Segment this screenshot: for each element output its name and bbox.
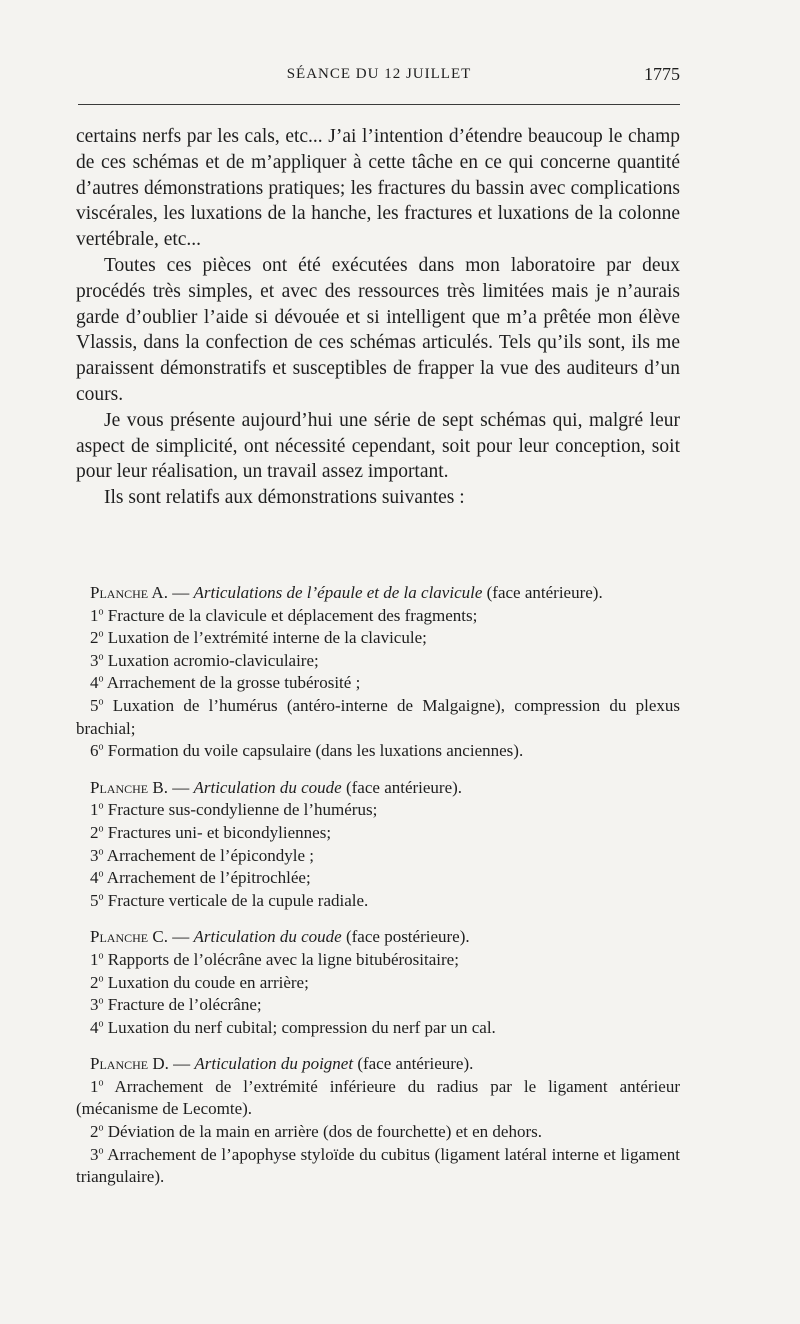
plate-list (76, 582, 680, 1203)
plate-dash: — (167, 583, 194, 602)
item-number: 1 (90, 605, 99, 625)
item-number: 5 (90, 890, 99, 910)
list-item (76, 799, 680, 822)
plate-dash: — (167, 927, 194, 947)
ordinal-mark: o (98, 845, 104, 857)
item-number: 2 (90, 1122, 99, 1142)
paragraph: certains nerfs par les cals, etc... J’ai l’intention d’étendre beaucoup le champ de ces schémas et de m’appliquer à cette tâche en ce qui concerne quantité d’autres démonstrations pratiques; les fractures du bassin avec complications viscérales, les luxations de la hanche, les fractures et luxations de la colonne vertébrale, etc... (76, 126, 680, 251)
ordinal-mark: o (98, 800, 104, 812)
plate-label: Planche B. (90, 777, 168, 797)
ordinal-mark: o (98, 995, 104, 1007)
list-item (76, 695, 680, 740)
plate-title: Articulation du poignet (194, 1054, 354, 1074)
plate-b (76, 777, 680, 913)
list-item (76, 1017, 680, 1040)
list-item (76, 949, 680, 972)
list-item (76, 1121, 680, 1144)
body-text (76, 124, 680, 511)
ordinal-mark: o (98, 673, 104, 685)
ordinal-mark: o (98, 1145, 104, 1156)
item-number: 4 (90, 868, 99, 888)
item-text: Fracture de l’olécrâne; (103, 995, 262, 1015)
item-number: 3 (90, 650, 99, 670)
list-item (76, 1076, 680, 1121)
ordinal-mark: o (98, 891, 104, 903)
ordinal-mark: o (98, 1018, 104, 1030)
plate-note: (face antérieure). (353, 1054, 474, 1074)
list-item (76, 605, 680, 628)
header-rule (78, 104, 680, 105)
page-number: 1775 (644, 64, 680, 84)
ordinal-mark: o (98, 651, 104, 663)
plate-c (76, 926, 680, 1039)
plate-title: Articulation du coude (193, 777, 342, 797)
plate-note: (face antérieure). (482, 583, 603, 602)
item-number: 4 (90, 673, 99, 693)
list-item (76, 845, 680, 868)
item-text: Fracture sus-condylienne de l’humérus; (103, 800, 378, 820)
item-number: 1 (90, 949, 99, 969)
running-title: SÉANCE DU 12 JUILLET (286, 66, 472, 82)
item-number: 3 (90, 995, 99, 1015)
item-text: Luxation de l’extrémité interne de la clavicule; (103, 628, 427, 648)
list-item (76, 1144, 680, 1189)
ordinal-mark: o (98, 605, 104, 617)
ordinal-mark: o (98, 696, 104, 708)
plate-dash: — (168, 1054, 195, 1074)
list-item (76, 890, 680, 913)
item-number: 6 (90, 741, 99, 761)
item-number: 3 (90, 845, 99, 865)
plate-title: Articulation du coude (193, 927, 342, 947)
plate-dash: — (167, 777, 194, 797)
item-text: Luxation de l’humérus (antéro-interne de Malgaigne), compression du plexus brachial; (76, 695, 680, 738)
item-number: 2 (90, 628, 99, 648)
item-text: Luxation du coude en arrière; (103, 972, 309, 992)
item-text: Formation du voile capsulaire (dans les luxations anciennes). (103, 741, 524, 761)
plate-label: Planche D. (90, 1054, 169, 1074)
ordinal-mark: o (98, 868, 104, 880)
plate-heading (76, 926, 680, 949)
plate-heading (76, 582, 680, 605)
plate-a (76, 582, 680, 763)
ordinal-mark: o (98, 972, 104, 984)
list-item (76, 972, 680, 995)
plate-label: Planche A. (90, 583, 168, 602)
paragraph: Ils sont relatifs aux démonstrations suivantes : (104, 487, 465, 509)
ordinal-mark: o (98, 823, 104, 835)
item-number: 2 (90, 972, 99, 992)
plate-heading (76, 1053, 680, 1076)
ordinal-mark: o (98, 741, 104, 753)
list-item (76, 740, 680, 763)
item-text: Fractures uni- et bicondyliennes; (103, 822, 332, 842)
paragraph: Toutes ces pièces ont été exécutées dans mon laboratoire par deux procédés très simples, et avec des ressources très limitées mais je n’aurais garde d’oublier l’aide si dévouée et si intelligent que m’a prêtée mon élève Vlassis, dans la confection de ces schémas articulés. Tels qu’ils sont, ils me paraissent démonstratifs et susceptibles de frapper la vue des auditeurs d’un cours. (76, 254, 680, 405)
plate-d (76, 1053, 680, 1189)
item-number: 1 (90, 800, 99, 820)
item-text: Déviation de la main en arrière (dos de fourchette) et en dehors. (103, 1122, 543, 1142)
plate-heading (76, 777, 680, 800)
ordinal-mark: o (98, 1077, 104, 1089)
ordinal-mark: o (98, 950, 104, 962)
item-text: Arrachement de l’apophyse styloïde du cubitus (ligament latéral interne et ligament triangulaire). (76, 1144, 680, 1187)
item-text: Fracture verticale de la cupule radiale. (103, 890, 369, 910)
item-number: 5 (90, 695, 99, 715)
paragraph: Je vous présente aujourd’hui une série de sept schémas qui, malgré leur aspect de simplicité, ont nécessité cependant, soit pour leur conception, soit pour leur réalisation, un travail assez important. (76, 409, 680, 483)
ordinal-mark: o (98, 628, 104, 640)
list-item (76, 650, 680, 673)
list-item (76, 672, 680, 695)
list-item (76, 627, 680, 650)
list-item (76, 994, 680, 1017)
item-text: Arrachement de l’extrémité inférieure du radius par le ligament antérieur (mécanisme de Lecomte). (76, 1076, 680, 1119)
list-item (76, 867, 680, 890)
item-number: 2 (90, 822, 99, 842)
plate-title: Articulations de l’épaule et de la clavicule (193, 583, 483, 602)
page-header (78, 66, 680, 92)
item-text: Fracture de la clavicule et déplacement des fragments; (103, 605, 478, 625)
item-text: Luxation acromio-claviculaire; (103, 650, 319, 670)
item-text: Arrachement de l’épitrochlée; (103, 868, 311, 888)
item-text: Arrachement de l’épicondyle ; (103, 845, 315, 865)
item-number: 4 (90, 1017, 99, 1037)
list-item (76, 822, 680, 845)
item-text: Arrachement de la grosse tubérosité ; (103, 673, 361, 693)
plate-note: (face antérieure). (341, 777, 463, 797)
item-text: Luxation du nerf cubital; compression du nerf par un cal. (103, 1017, 496, 1037)
item-text: Rapports de l’olécrâne avec la ligne bitubérositaire; (103, 949, 459, 969)
plate-note: (face postérieure). (341, 927, 470, 947)
item-number: 1 (90, 1076, 99, 1096)
ordinal-mark: o (98, 1122, 104, 1134)
plate-label: Planche C. (90, 927, 168, 947)
item-number: 3 (90, 1144, 99, 1164)
